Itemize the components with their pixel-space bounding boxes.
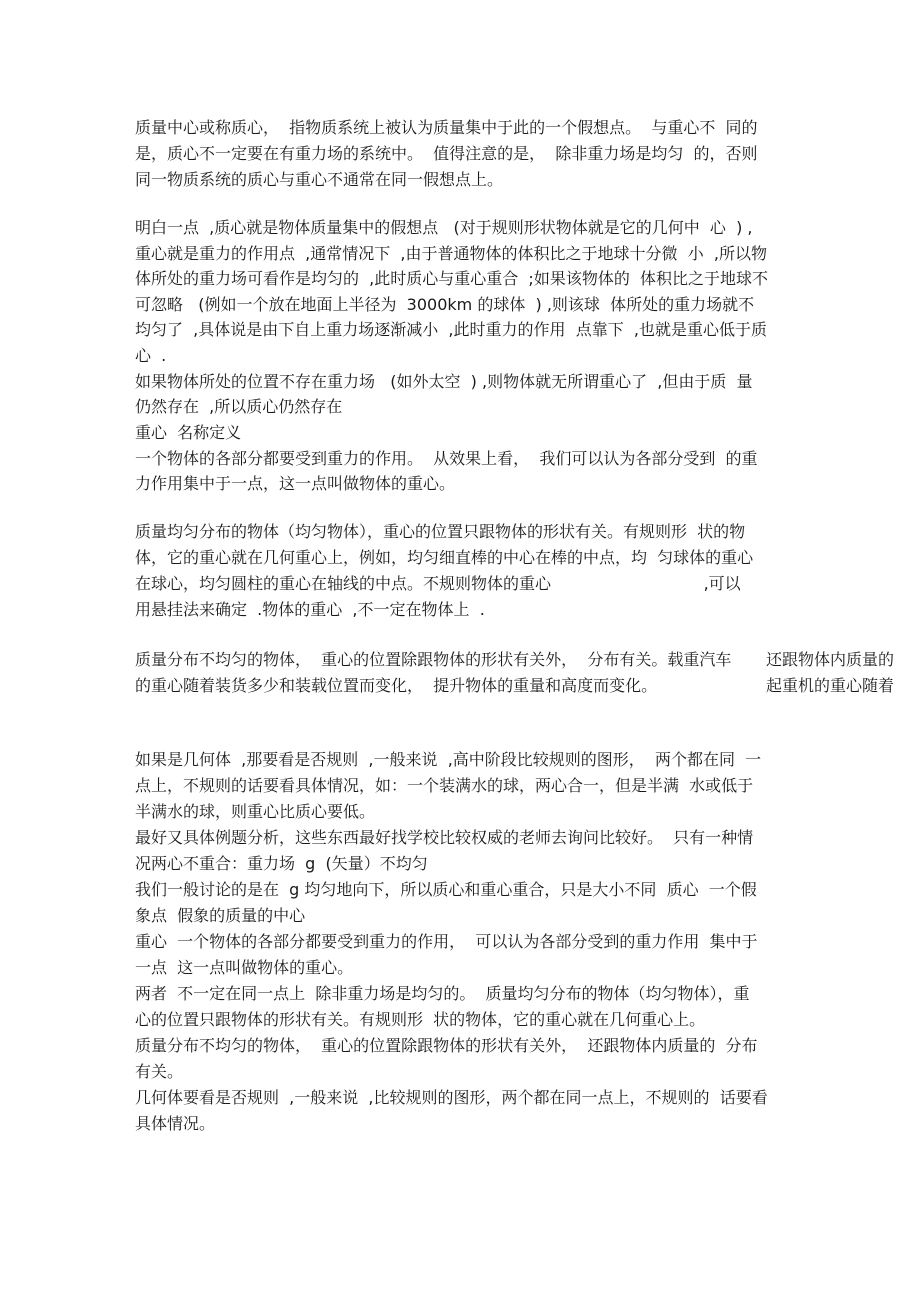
text-line: 点上，不规则的话要看具体情况，如：一个装满水的球，两心合一，但是半满 水或低于 — [135, 776, 754, 795]
side-text-line: 还跟物体内质量的 — [766, 650, 895, 669]
text-line: 如果是几何体 ,那要看是否规则 ,一般来说 ,高中阶段比较规则的图形， 两个都在同 一 — [135, 750, 762, 769]
text-line: 有关。 — [135, 1062, 184, 1081]
text-line: 质量分布不均匀的物体， 重心的位置除跟物体的形状有关外， 分布有关。载重汽车 — [135, 650, 732, 669]
text-line: 重心 一个物体的各部分都要受到重力的作用， 可以认为各部分受到的重力作用 集中于 — [135, 932, 758, 951]
text-line: 重心就是重力的作用点 ,通常情况下 ,由于普通物体的体积比之于地球十分微 小 ,所以物 — [135, 244, 767, 263]
text-line: 况两心不重合：重力场 g (矢量）不均匀 — [135, 854, 428, 873]
text-line: 仍然存在 ,所以质心仍然存在 — [135, 397, 343, 416]
text-line: 具体情况。 — [135, 1114, 216, 1133]
text-line: 半满水的球，则重心比质心要低。 — [135, 802, 376, 821]
text-line: 质量分布不均匀的物体， 重心的位置除跟物体的形状有关外， 还跟物体内质量的 分布 — [135, 1036, 758, 1055]
text-line: 质量中心或称质心， 指物质系统上被认为质量集中于此的一个假想点。 与重心不 同的 — [135, 118, 758, 137]
text-line: 均匀了 ,具体说是由下自上重力场逐渐减小 ,此时重力的作用 点靠下 ,也就是重心低于质 — [135, 320, 767, 339]
text-line: 体所处的重力场可看作是均匀的 ,此时质心与重心重合 ;如果该物体的 体积比之于地球不 — [135, 269, 768, 288]
text-line: 的重心随着装货多少和装载位置而变化， 提升物体的重量和高度而变化。 — [135, 676, 658, 695]
text-line: 最好又具体例题分析，这些东西最好找学校比较权威的老师去询问比较好。 只有一种情 — [135, 828, 754, 847]
side-text-line: 起重机的重心随着 — [766, 676, 895, 695]
text-line: 一个物体的各部分都要受到重力的作用。 从效果上看， 我们可以认为各部分受到 的重 — [135, 449, 758, 468]
text-line: 可忽略 (例如一个放在地面上半径为 3000km 的球体 ) ,则该球 体所处的重力场就不 — [135, 295, 755, 314]
text-line: 是，质心不一定要在有重力场的系统中。 值得注意的是， 除非重力场是均匀 的，否则 — [135, 144, 758, 163]
text-line: 心 . — [135, 346, 167, 365]
text-line: 几何体要看是否规则 ,一般来说 ,比较规则的图形，两个都在同一点上，不规则的 话要看 — [135, 1088, 768, 1107]
text-line: 用悬挂法来确定 .物体的重心 ,不一定在物体上 . — [135, 600, 485, 619]
text-line: 如果物体所处的位置不存在重力场 (如外太空 ) ,则物体就无所谓重心了 ,但由于质 量 — [135, 372, 753, 391]
text-line: 在球心，均匀圆柱的重心在轴线的中点。不规则物体的重心 ,可以 — [135, 574, 741, 593]
text-line: 象点 假象的质量的中心 — [135, 906, 306, 925]
text-line: 我们一般讨论的是在 g 均匀地向下，所以质心和重心重合，只是大小不同 质心 一个假 — [135, 880, 757, 899]
section-heading: 重心 名称定义 — [135, 423, 242, 442]
text-line: 一点 这一点叫做物体的重心。 — [135, 958, 354, 977]
text-line: 同一物质系统的质心与重心不通常在同一假想点上。 — [135, 170, 504, 189]
text-line: 明白一点 ,质心就是物体质量集中的假想点 (对于规则形状物体就是它的几何中 心 ) , — [135, 218, 753, 237]
text-line: 质量均匀分布的物体（均匀物体），重心的位置只跟物体的形状有关。有规则形 状的物 — [135, 522, 746, 541]
text-line: 体，它的重心就在几何重心上，例如，均匀细直棒的中心在棒的中点，均 匀球体的重心 — [135, 548, 754, 567]
text-line: 两者 不一定在同一点上 除非重力场是均匀的。 质量均匀分布的物体（均匀物体），重 — [135, 984, 750, 1003]
text-line: 心的位置只跟物体的形状有关。有规则形 状的物体，它的重心就在几何重心上。 — [135, 1010, 706, 1029]
text-line: 力作用集中于一点，这一点叫做物体的重心。 — [135, 474, 456, 493]
